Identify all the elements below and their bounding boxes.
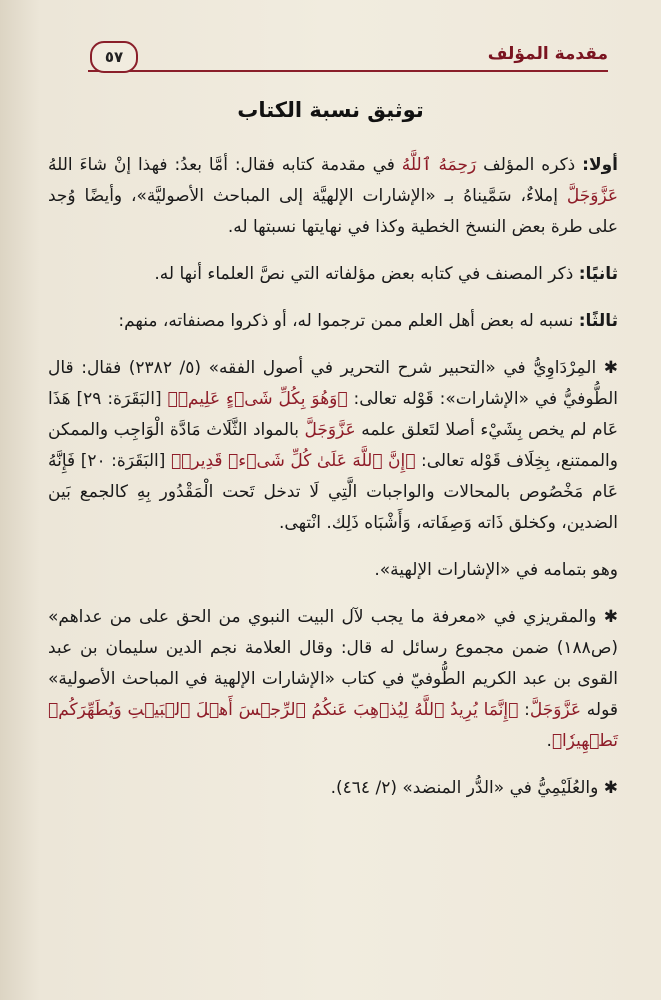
star-bullet-icon: ✱ xyxy=(603,607,618,627)
honorific-azza: عَزَّوَجَلَّ xyxy=(566,186,618,206)
honorific-azza: عَزَّوَجَلَّ xyxy=(529,700,581,720)
label-first: أولا: xyxy=(582,155,618,175)
paragraph-third xyxy=(48,306,618,337)
text-run: : xyxy=(518,700,530,720)
text-run: والعُلَيْمِيُّ في «الدُّر المنضد» (٢/ ٤٦٤). xyxy=(330,778,604,798)
star-bullet-icon: ✱ xyxy=(603,358,618,378)
label-third: ثالثًا: xyxy=(578,311,618,331)
text-run: في مقدمة كتابه فقال: أمَّا بعدُ: فهذا إنْ شاءَ اللهُ xyxy=(48,155,402,175)
text-run: وهو بتمامه في «الإشارات الإلهية». xyxy=(374,560,618,580)
star-bullet-icon: ✱ xyxy=(603,778,618,798)
label-second: ثانيًا: xyxy=(578,264,618,284)
verse-reference: [البَقَرَة: ٢٩] xyxy=(70,389,168,409)
entry-ulaymi xyxy=(48,773,618,804)
entry-maqrizi xyxy=(48,602,618,757)
text-run: ذكر المصنف في كتابه بعض مؤلفاته التي نصَّ العلماء أنها له. xyxy=(154,264,579,284)
text-run: إملاءٌ، سَمَّيناهُ بـ «الإشارات الإلهيَّة إلى المباحث الأصوليَّة»، وأيضًا وُجد على طرة بعض النسخ الخطية وكذا في نهايتها نسبتها له. xyxy=(48,186,618,237)
quran-verse: ﴿إِنَّمَا يُرِيدُ ٱللَّهُ لِيُذۡهِبَ عَنكُمُ ٱلرِّجۡسَ أَهۡلَ ٱلۡبَيۡتِ وَيُطَهِّرَكُمۡ تَطۡهِيرٗا﴾ xyxy=(48,700,618,751)
text-run: المِرْدَاوِيُّ في «التحبير شرح التحرير في أصول الفقه» (٥/ ٢٣٨٢) فقال: قال الطُّوفيُّ في «الإشارات»: قَوْله تعالى: xyxy=(48,358,618,409)
verse-reference: [البَقَرَة: ٢٠] xyxy=(75,451,171,471)
quran-verse: ﴿وَهُوَ بِكُلِّ شَىۡءٍ عَلِيمٞ﴾ xyxy=(167,389,348,409)
text-run: بالمواد الثَّلَاث مَادَّة الْوَاجِب والممكن والممتنع، بِخِلَاف قَوْله تعالى: xyxy=(48,420,618,471)
paragraph-first xyxy=(48,150,618,243)
honorific: رَحِمَهُ ٱللَّهُ xyxy=(401,155,477,175)
page-number: ٥٧ xyxy=(90,41,138,73)
running-header xyxy=(88,44,608,72)
text-run: فَإِنَّهُ عَام مَخْصُوص بالمحالات والواجبات الَّتِي لَا تدخل تَحت الْمَقْدُور بِهِ كالجمع بَين الضدين، وكخلق ذَاته وَصِفَاته، وَأَشْبَاه ذَلِك. انْتهى. xyxy=(48,451,618,533)
text-run: نسبه له بعض أهل العلم ممن ترجموا له، أو ذكروا مصنفاته، منهم: xyxy=(118,311,579,331)
text-run: ذكره المؤلف xyxy=(476,155,583,175)
text-run: . xyxy=(546,731,552,751)
header-title: مقدمة المؤلف xyxy=(487,44,608,64)
quran-verse: ﴿إِنَّ ٱللَّهَ عَلَىٰ كُلِّ شَىۡءٖ قَدِيرٞ﴾ xyxy=(170,451,416,471)
paragraph-note xyxy=(48,555,618,586)
entry-mardawi xyxy=(48,353,618,539)
text-run: والمقريزي في «معرفة ما يجب لآل البيت النبوي من الحق على من عداهم» (ص١٨٨) ضمن مجموع رسائل له قال: وقال العلامة نجم الدين سليمان بن عبد القوى بن عبد الكريم الطُّوفيّ في كتاب «الإشارات الإلهية في المباحث الأصولية» قوله xyxy=(48,607,618,720)
text-run: هَذَا عَام لم يخص بِشَيْء أصلا لتَعلق علمه xyxy=(48,389,618,440)
honorific-azza: عَزَّوَجَلَّ xyxy=(304,420,356,440)
body-text xyxy=(48,150,618,820)
section-title: توثيق نسبة الكتاب xyxy=(237,98,424,122)
paragraph-second xyxy=(48,259,618,290)
